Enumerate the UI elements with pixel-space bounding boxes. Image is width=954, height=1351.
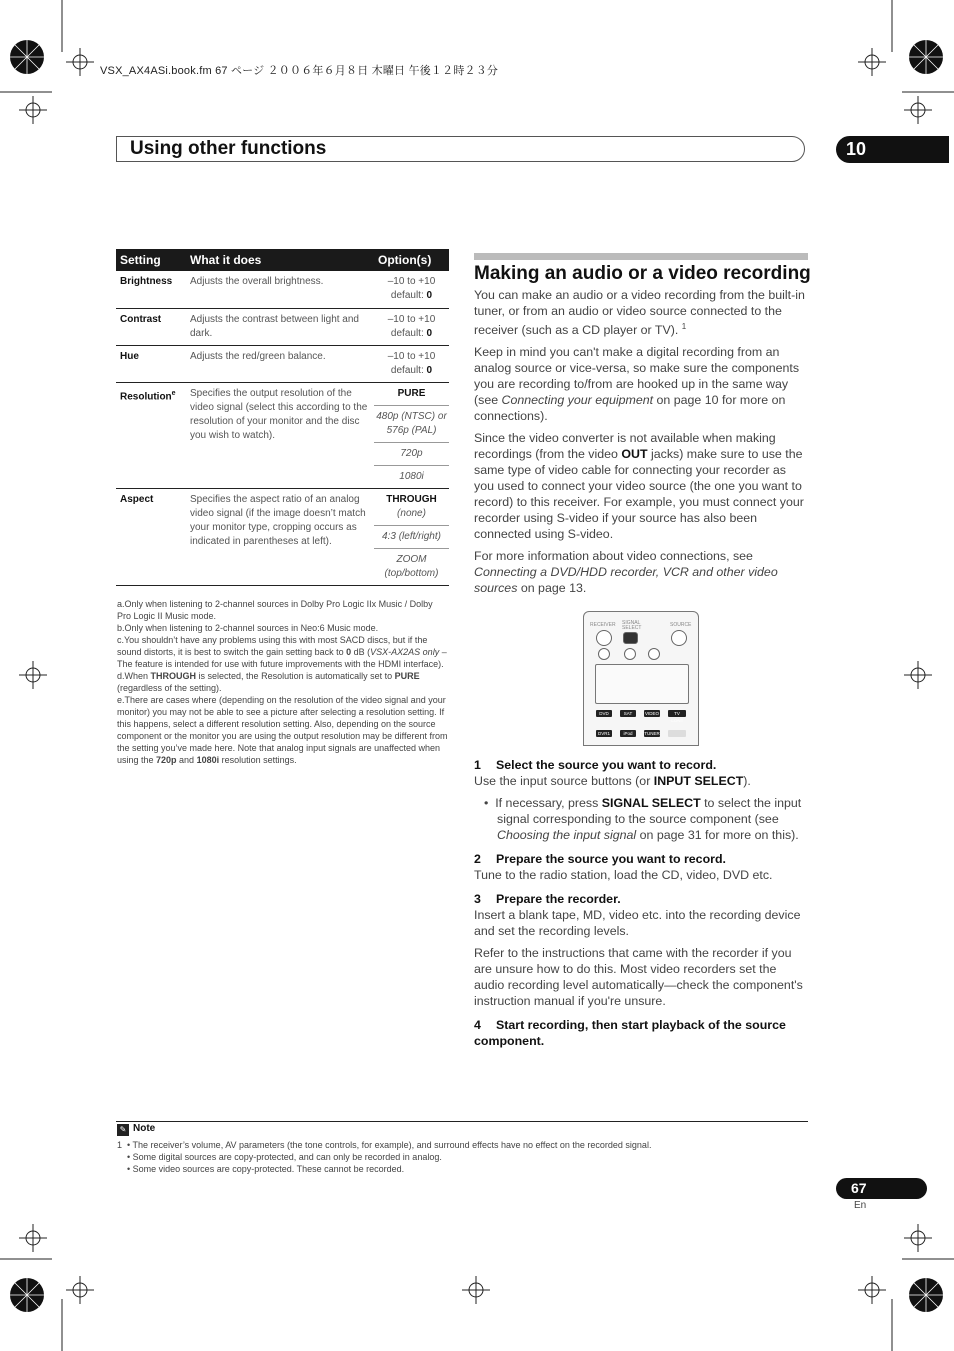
option-sub: (top/bottom) (384, 567, 439, 579)
step-number: 4 (474, 1018, 481, 1032)
paragraph (474, 287, 808, 338)
settings-table (116, 249, 449, 586)
text: – The feature is intended for use with future improvements with the HDMI interface). (117, 647, 447, 669)
option-bold: THROUGH (386, 493, 437, 505)
option-sub: (none) (397, 507, 426, 519)
note-divider (116, 1121, 808, 1122)
option: PURE (374, 383, 449, 406)
italic-text: Connecting a DVD/HDD recorder, VCR and other video sources (474, 565, 778, 596)
setting-options (374, 382, 449, 488)
text: Keep in mind you can't make a digital recording from an analog source or vice-versa, so make sure the components you are recording to/from are hooked up in the same way (see (474, 345, 800, 408)
text: dB ( (351, 647, 371, 657)
footnote-ref: 1 (681, 322, 687, 331)
blank-button (668, 730, 686, 737)
source-label: SOURCE (670, 622, 692, 628)
text: You can make an audio or a video recording from the built-in tuner, or from an audio or video source connected to the receiver (such as a CD player or TV). (474, 288, 805, 338)
step-1-bullet: • If necessary, press SIGNAL SELECT to select the input signal corresponding to the source component (see Choosing the input signal on page 31 for more on this). (484, 796, 802, 842)
step-3-body-2: Refer to the instructions that came with the recorder if you are unsure how to do this. Most video recorders set the audio recording level automatically—check the component's instruction manual if you're unsure. (474, 946, 803, 1008)
col-setting: Setting (116, 249, 186, 271)
option: 1080i (399, 470, 424, 482)
step-number: 2 (474, 852, 481, 866)
bold-text: SIGNAL SELECT (601, 796, 701, 810)
paragraph (474, 430, 808, 542)
italic-text: VSX-AX2AS only (370, 647, 440, 657)
step-number: 1 (474, 758, 481, 772)
footnote-b: b.Only when listening to 2-channel sources in Neo:6 Music mode. (117, 623, 379, 633)
text: ). (743, 774, 751, 788)
video-button: VIDEO (644, 711, 659, 716)
note-body (117, 1139, 817, 1175)
note-number: 1 (117, 1140, 123, 1150)
step-3-heading (474, 891, 808, 907)
tuner-button: TUNER (644, 731, 660, 736)
text: and (176, 755, 197, 765)
text: on page 31 for more on this). (636, 828, 799, 842)
note-pencil-icon: ✎ (117, 1124, 129, 1136)
setting-name: Aspect (116, 488, 186, 585)
bold-text: 1080i (196, 755, 220, 765)
section-title: Making an audio or a video recording (474, 263, 811, 284)
footnote-e (117, 694, 449, 766)
text: Since the video converter is not available when making recordings (from the video (474, 431, 776, 462)
setting-name: Contrast (116, 308, 186, 345)
setting-description: Specifies the aspect ratio of an analog video signal (if the image doesn’t match your monitor type, cropping occurs as indicated in parentheses at left). (186, 488, 374, 585)
col-options: Option(s) (374, 249, 449, 271)
footnote-d (117, 670, 449, 694)
table-row (116, 488, 449, 585)
setting-name: Hue (116, 345, 186, 382)
step-1-heading (474, 757, 808, 773)
note-item: • Some video sources are copy-protected. These cannot be recorded. (127, 1164, 405, 1174)
text: For more information about video connections, see (474, 549, 753, 564)
text: is selected, the Resolution is automatically set to (196, 671, 395, 681)
text: e.There are cases where (depending on the resolution of the video signal and your monitor) you may not be able to see a picture after selecting a resolution setting. If this happens, select a different resolution setting. Also, depending on the source component or the monitor you are using the output resolution may be different from the setting you’ve made here. Note that analog input signals are unaffected when using the (117, 695, 448, 765)
source-power-icon (671, 630, 687, 646)
text: d.When (117, 671, 151, 681)
bold-text: 0 (346, 647, 352, 657)
step-text: Prepare the recorder. (496, 892, 621, 906)
step-1-body (474, 773, 808, 789)
section-intro (474, 287, 808, 596)
page-title: Using other functions (130, 138, 327, 159)
page-number: 67 (836, 1178, 927, 1199)
signal-select-button-icon (623, 632, 638, 644)
note-item: • Some digital sources are copy-protected, and can only be recorded in analog. (127, 1152, 442, 1162)
sat-button: SAT (620, 710, 636, 717)
footnote-a: a.Only when listening to 2-channel sources in Dolby Pro Logic IIx Music / Dolby Pro Logic II Music mode. (117, 599, 433, 621)
option: 4:3 (left/right) (374, 526, 449, 549)
option (374, 549, 449, 585)
step-number: 3 (474, 892, 481, 906)
power-icon (596, 630, 612, 646)
table-header-row (116, 249, 449, 271)
default-value: 0 (426, 327, 433, 339)
default-label: default: (390, 290, 427, 301)
recording-steps (474, 757, 808, 1049)
col-what: What it does (186, 249, 374, 271)
step-4-heading (474, 1017, 808, 1049)
setting-name: Brightness (116, 271, 186, 308)
text: on page 10 for more on connections). (474, 393, 786, 424)
bold-text: PURE (394, 671, 420, 681)
step-text: Prepare the source you want to record. (496, 852, 726, 866)
range: –10 to +10 (387, 350, 436, 362)
dvr1-button: DVR1 (597, 731, 610, 736)
option: 480p (NTSC) or 576p (PAL) (374, 406, 449, 443)
text: If necessary, press (495, 796, 602, 810)
step-text: Select the source you want to record. (496, 758, 717, 772)
default-value: 0 (426, 364, 433, 376)
paragraph (474, 344, 808, 424)
bold-text: THROUGH (150, 671, 197, 681)
setting-description: Adjusts the overall brightness. (186, 271, 374, 308)
step-2-heading (474, 851, 808, 867)
ipod-button: iPod (620, 730, 636, 737)
remote-lcd-screen (595, 664, 689, 704)
round-button-icon (648, 648, 660, 660)
table-row (116, 345, 449, 382)
table-footnotes (117, 598, 449, 766)
range: –10 to +10 (387, 313, 436, 325)
paragraph (474, 548, 808, 596)
note-item (117, 1139, 817, 1151)
setting-description: Specifies the output resolution of the video signal (select this according to the resolution of your monitor and the disc you wish to watch). (186, 382, 374, 488)
language-code: En (854, 1200, 867, 1211)
setting-label: Resolution (120, 390, 172, 402)
range: –10 to +10 (387, 276, 436, 287)
italic-text: Choosing the input signal (497, 828, 637, 842)
text: on page 13. (517, 581, 587, 596)
text: • The receiver’s volume, AV parameters (the tone controls, for example), and surround effects have no effect on the recorded signal. (127, 1140, 652, 1150)
dvd-button: DVD (596, 710, 612, 717)
text: c.You shouldn’t have any problems using this with most SACD discs, but if the sound distorts, it is best to switch the gain setting back to (117, 635, 428, 657)
text: Use the input source buttons (or (474, 774, 654, 788)
setting-description: Adjusts the red/green balance. (186, 345, 374, 382)
default-label: default: (390, 364, 427, 376)
bold-text: INPUT SELECT (653, 774, 744, 788)
option: 720p (374, 443, 449, 466)
remote-control-illustration (583, 611, 699, 746)
step-2-body: Tune to the radio station, load the CD, video, DVD etc. (474, 868, 773, 882)
round-button-icon (598, 648, 610, 660)
step-3-body: Insert a blank tape, MD, video etc. into the recording device and set the recording levels. (474, 908, 801, 938)
table-row (116, 382, 449, 488)
step-text: Start recording, then start playback of the source component. (474, 1018, 786, 1048)
setting-options (374, 488, 449, 585)
print-header: VSX_AX4ASi.book.fm 67 ページ ２００６年６月８日 木曜日 午後１２時２３分 (100, 65, 499, 77)
text: jacks) make sure to use the same type of video cable for connecting your recorder as you used to connect your video source (the one you want to record) to this receiver. For example, you must connect your recorder using S-video if your source has also been connected using S-video. (474, 447, 804, 542)
default-label: default: (390, 327, 427, 339)
bold-text: OUT (621, 447, 648, 462)
chapter-number: 10 (836, 136, 949, 163)
option (374, 489, 449, 526)
text: to select the input signal corresponding to the source component (see (497, 796, 802, 826)
text: (regardless of the setting). (117, 683, 222, 693)
round-button-icon (624, 648, 636, 660)
footnote-c (117, 634, 449, 670)
tv-cont-button: TV CONT (668, 710, 686, 717)
setting-options (374, 271, 449, 308)
italic-text: Connecting your equipment (501, 393, 654, 408)
signal-select-label: SIGNAL SELECT (622, 620, 642, 631)
setting-name (116, 382, 186, 488)
table-row (116, 271, 449, 308)
setting-description: Adjusts the contrast between light and dark. (186, 308, 374, 345)
bold-text: 720p (156, 755, 177, 765)
note-title: Note (133, 1123, 156, 1134)
default-value: 0 (426, 290, 433, 301)
receiver-label: RECEIVER (590, 622, 616, 628)
option-main: ZOOM (396, 553, 427, 565)
section-bar (474, 253, 808, 260)
setting-options (374, 345, 449, 382)
footnote-marker: e (171, 389, 176, 397)
text: resolution settings. (219, 755, 297, 765)
setting-options (374, 308, 449, 345)
table-row (116, 308, 449, 345)
